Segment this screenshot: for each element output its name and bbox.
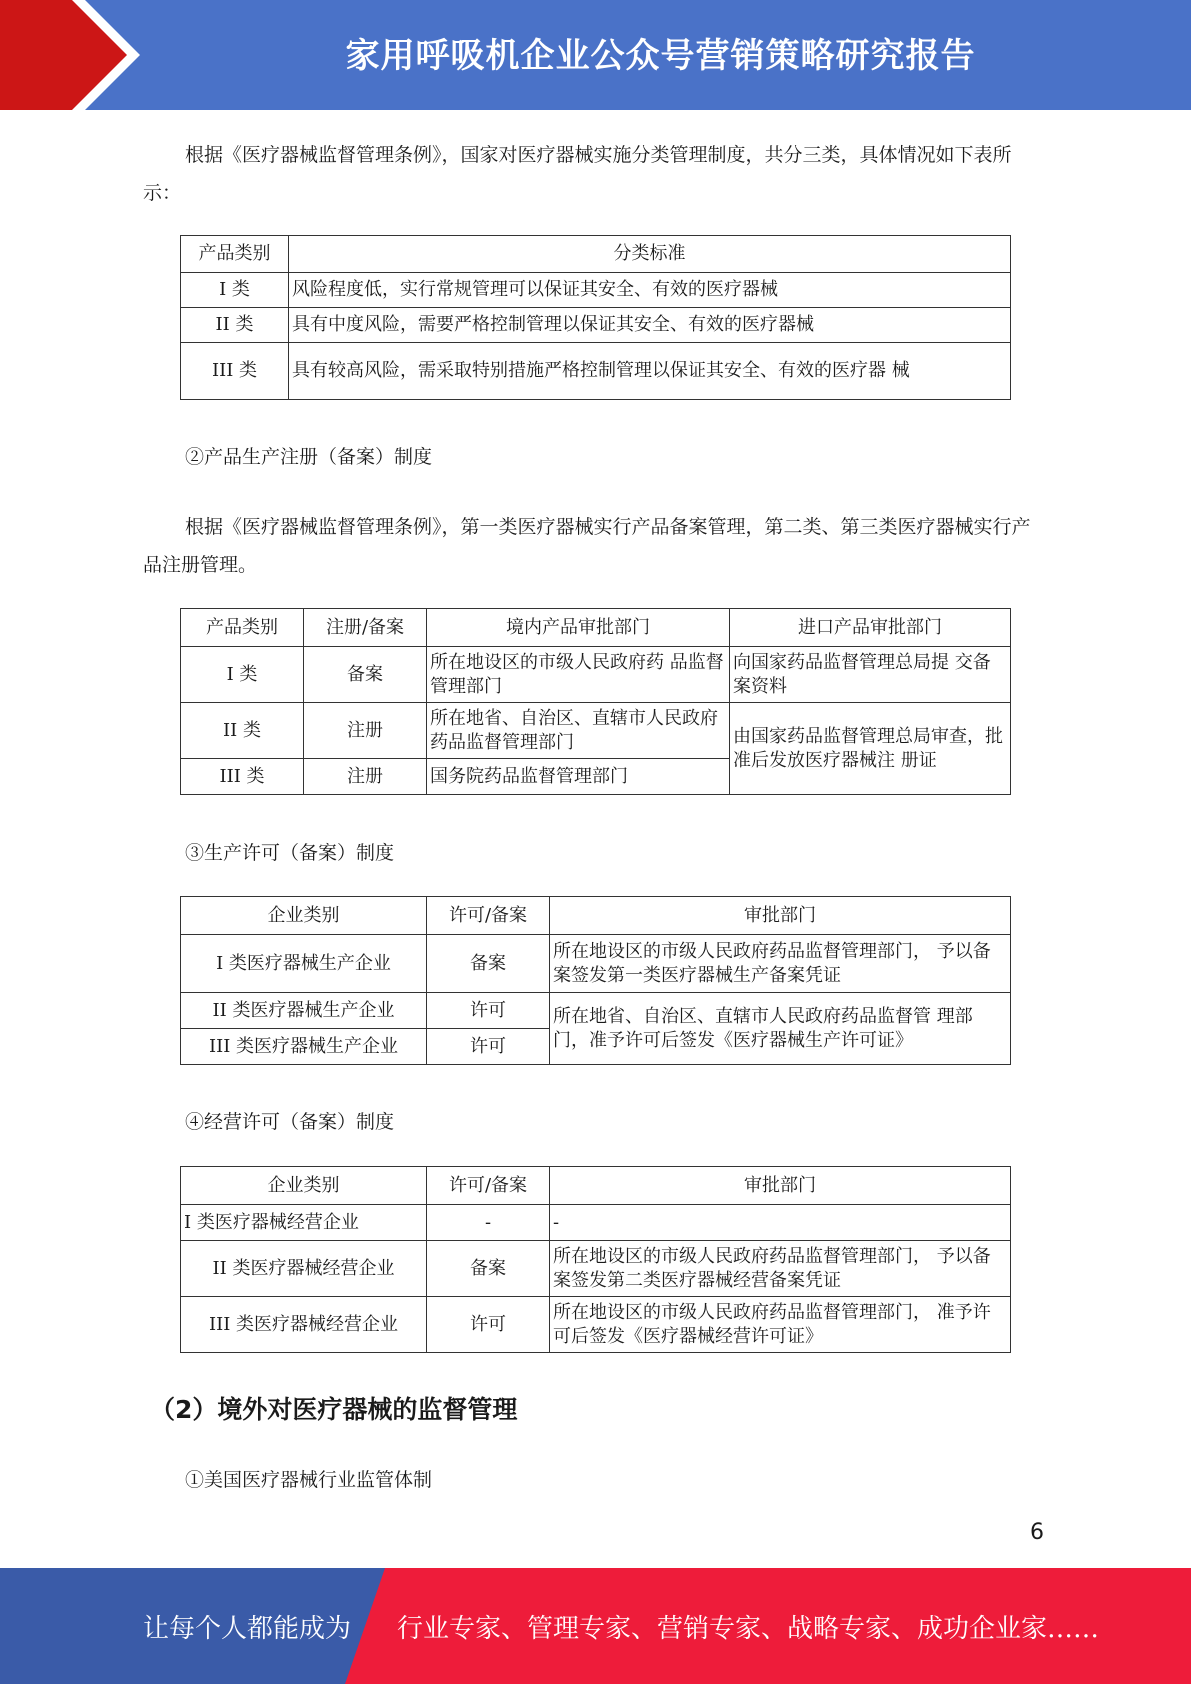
enterprise-cell: III 类医疗器械生产企业: [181, 1029, 427, 1065]
import-dept-cell: 向国家药品监督管理总局提 交备案资料: [730, 647, 1011, 703]
table-row: [181, 703, 1011, 759]
table-row: [181, 343, 1011, 400]
header-cell: 许可/备案: [427, 897, 550, 935]
type-cell: 备案: [427, 935, 550, 993]
subheading-operation: ④经营许可（备案）制度: [185, 1111, 395, 1133]
subheading-us-regulation: ①美国医疗器械行业监管体制: [185, 1469, 433, 1491]
enterprise-cell: III 类医疗器械经营企业: [181, 1297, 427, 1353]
intro-paragraph-1: 根据《医疗器械监督管理条例》，国家对医疗器械实施分类管理制度，共分三类，具体情况如下表所示：: [143, 144, 1012, 204]
table-row: [181, 308, 1011, 343]
footer-slogan-left: 让每个人都能成为: [143, 1614, 352, 1644]
category-cell: III 类: [181, 343, 289, 400]
header-cell: 许可/备案: [427, 1167, 550, 1205]
header-cell: 注册/备案: [304, 609, 427, 647]
category-cell: I 类: [181, 273, 289, 308]
type-cell: 备案: [304, 647, 427, 703]
domestic-dept-cell: 所在地省、自治区、直辖市人民政府药品监督管理部门: [427, 703, 730, 759]
dept-cell: 所在地设区的市级人民政府药品监督管理部门， 予以备案签发第一类医疗器械生产备案凭证: [550, 935, 1011, 993]
dept-cell: 所在地设区的市级人民政府药品监督管理部门， 予以备案签发第二类医疗器械经营备案凭证: [550, 1241, 1011, 1297]
header-cell: 企业类别: [181, 1167, 427, 1205]
section-heading-overseas: （2）境外对医疗器械的监督管理: [150, 1395, 518, 1424]
header-arrow-decoration: [0, 0, 160, 110]
header-cell: 进口产品审批部门: [730, 609, 1011, 647]
header-cell: 审批部门: [550, 1167, 1011, 1205]
page-number: 6: [1030, 1520, 1044, 1545]
enterprise-cell: II 类医疗器械经营企业: [181, 1241, 427, 1297]
table-row: [181, 1241, 1011, 1297]
header-cell: 企业类别: [181, 897, 427, 935]
dept-cell: 所在地省、自治区、直辖市人民政府药品监督管 理部门，准予许可后签发《医疗器械生产许可证》: [550, 993, 1011, 1065]
table-row: [181, 273, 1011, 308]
criteria-cell: 风险程度低，实行常规管理可以保证其安全、有效的医疗器械: [289, 273, 1011, 308]
domestic-dept-cell: 所在地设区的市级人民政府药 品监督管理部门: [427, 647, 730, 703]
header-cell: 审批部门: [550, 897, 1011, 935]
table-row: [181, 1205, 1011, 1241]
table-header-row: [181, 1167, 1011, 1205]
table-header-row: [181, 609, 1011, 647]
category-cell: II 类: [181, 308, 289, 343]
page-footer: [0, 1568, 1191, 1684]
table-row: [181, 647, 1011, 703]
enterprise-cell: I 类医疗器械经营企业: [181, 1205, 427, 1241]
criteria-cell: 具有中度风险，需要严格控制管理以保证其安全、有效的医疗器械: [289, 308, 1011, 343]
type-cell: 注册: [304, 759, 427, 795]
type-cell: 备案: [427, 1241, 550, 1297]
dept-cell: -: [550, 1205, 1011, 1241]
category-cell: I 类: [181, 647, 304, 703]
subheading-registration: ②产品生产注册（备案）制度: [185, 446, 433, 468]
criteria-cell: 具有较高风险，需采取特别措施严格控制管理以保证其安全、有效的医疗器 械: [289, 343, 1011, 400]
subheading-production: ③生产许可（备案）制度: [185, 842, 395, 864]
type-cell: 许可: [427, 1029, 550, 1065]
enterprise-cell: II 类医疗器械生产企业: [181, 993, 427, 1029]
header-cell: 产品类别: [181, 609, 304, 647]
table-header-row: [181, 236, 1011, 273]
table-row: [181, 1297, 1011, 1353]
category-cell: III 类: [181, 759, 304, 795]
intro-paragraph-2: 根据《医疗器械监督管理条例》，第一类医疗器械实行产品备案管理，第二类、第三类医疗器械实行产品注册管理。: [143, 516, 1031, 576]
table-row: [181, 993, 1011, 1029]
import-dept-cell: 由国家药品监督管理总局审查，批准后发放医疗器械注 册证: [730, 703, 1011, 795]
type-cell: 许可: [427, 993, 550, 1029]
footer-slogan-right: 行业专家、管理专家、营销专家、战略专家、成功企业家……: [397, 1614, 1100, 1644]
page-header: [0, 0, 1191, 110]
table-header-row: [181, 897, 1011, 935]
type-cell: 注册: [304, 703, 427, 759]
operation-license-table: [180, 1166, 1011, 1353]
header-cell: 产品类别: [181, 236, 289, 273]
dept-cell: 所在地设区的市级人民政府药品监督管理部门， 准予许可后签发《医疗器械经营许可证》: [550, 1297, 1011, 1353]
category-cell: II 类: [181, 703, 304, 759]
report-title: 家用呼吸机企业公众号营销策略研究报告: [345, 36, 976, 76]
production-license-table: [180, 896, 1011, 1065]
header-cell: 分类标准: [289, 236, 1011, 273]
type-cell: 许可: [427, 1297, 550, 1353]
type-cell: -: [427, 1205, 550, 1241]
table-row: [181, 935, 1011, 993]
domestic-dept-cell: 国务院药品监督管理部门: [427, 759, 730, 795]
enterprise-cell: I 类医疗器械生产企业: [181, 935, 427, 993]
registration-table: [180, 608, 1011, 795]
header-cell: 境内产品审批部门: [427, 609, 730, 647]
classification-table: [180, 235, 1011, 400]
